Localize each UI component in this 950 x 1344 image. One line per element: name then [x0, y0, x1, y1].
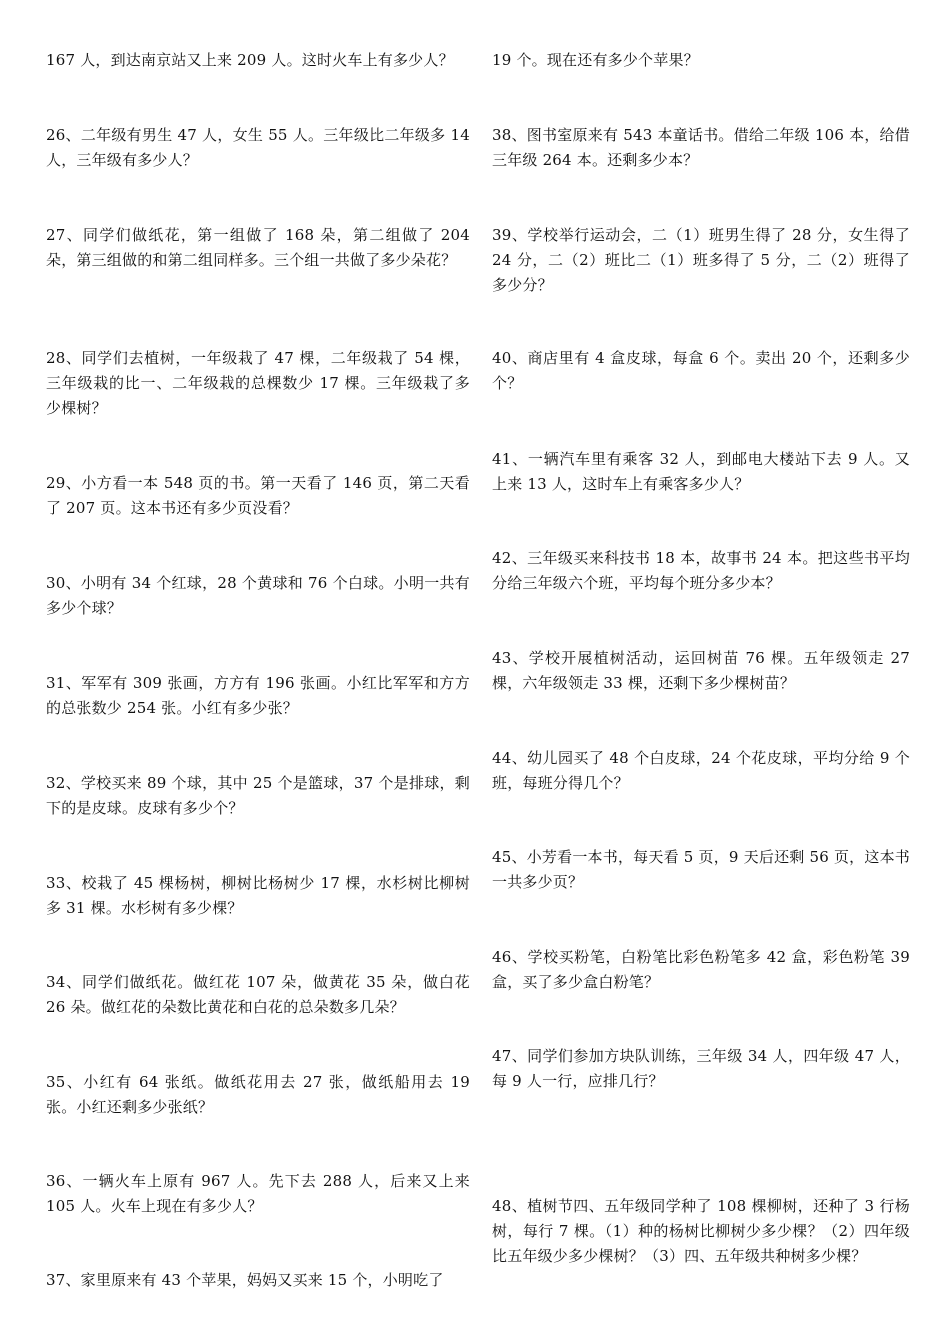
problem-42: 42、三年级买来科技书 18 本，故事书 24 本。把这些书平均分给三年级六个班，平均每个班分多少本？ — [492, 549, 910, 592]
problem-44: 44、幼儿园买了 48 个白皮球，24 个花皮球，平均分给 9 个班，每班分得几个？ — [492, 749, 910, 792]
problem-26: 26、二年级有男生 47 人，女生 55 人。三年级比二年级多 14 人，三年级有多少人？ — [46, 126, 470, 169]
problem-32: 32、学校买来 89 个球，其中 25 个是篮球，37 个是排球，剩下的是皮球。皮球有多少个？ — [46, 774, 470, 817]
problem-29: 29、小方看一本 548 页的书。第一天看了 146 页，第二天看了 207 页。这本书还有多少页没看？ — [46, 474, 470, 517]
problem-39: 39、学校举行运动会，二（1）班男生得了 28 分，女生得了 24 分，二（2）班比二（1）班多得了 5 分，二（2）班得了多少分？ — [492, 226, 910, 294]
problem-46: 46、学校买粉笔，白粉笔比彩色粉笔多 42 盒，彩色粉笔 39 盒，买了多少盒白粉笔？ — [492, 948, 910, 991]
problem-31: 31、军军有 309 张画，方方有 196 张画。小红比军军和方方的总张数少 254 张。小红有多少张？ — [46, 674, 470, 717]
problem-37: 37、家里原来有 43 个苹果，妈妈又买来 15 个，小明吃了 — [46, 1271, 444, 1289]
problem-35: 35、小红有 64 张纸。做纸花用去 27 张，做纸船用去 19 张。小红还剩多少张纸？ — [46, 1073, 470, 1116]
problem-27: 27、同学们做纸花，第一组做了 168 朵，第二组做了 204 朵，第三组做的和第二组同样多。三个组一共做了多少朵花？ — [46, 226, 470, 269]
problem-43: 43、学校开展植树活动，运回树苗 76 棵。五年级领走 27 棵，六年级领走 33 棵，还剩下多少棵树苗？ — [492, 649, 910, 692]
problem-28: 28、同学们去植树，一年级栽了 47 棵，二年级栽了 54 棵，三年级栽的比一、二年级栽的总棵数少 17 棵。三年级栽了多少棵树？ — [46, 349, 470, 417]
problem-37-continued: 19 个。现在还有多少个苹果？ — [492, 51, 699, 69]
problem-34: 34、同学们做纸花。做红花 107 朵，做黄花 35 朵，做白花 26 朵。做红花的朵数比黄花和白花的总朵数多几朵？ — [46, 973, 470, 1016]
problem-38: 38、图书室原来有 543 本童话书。借给二年级 106 本，给借三年级 264 本。还剩多少本？ — [492, 126, 910, 169]
problem-25-continued: 167 人，到达南京站又上来 209 人。这时火车上有多少人？ — [46, 51, 454, 69]
problem-41: 41、一辆汽车里有乘客 32 人，到邮电大楼站下去 9 人。又上来 13 人，这时车上有乘客多少人？ — [492, 450, 910, 493]
problem-45: 45、小芳看一本书，每天看 5 页，9 天后还剩 56 页，这本书一共多少页？ — [492, 848, 910, 891]
problem-47: 47、同学们参加方块队训练，三年级 34 人，四年级 47 人，每 9 人一行，应排几行？ — [492, 1047, 910, 1090]
problem-30: 30、小明有 34 个红球，28 个黄球和 76 个白球。小明一共有多少个球？ — [46, 574, 470, 617]
problem-40: 40、商店里有 4 盒皮球，每盒 6 个。卖出 20 个，还剩多少个？ — [492, 349, 910, 392]
problem-48: 48、植树节四、五年级同学种了 108 棵柳树，还种了 3 行杨树，每行 7 棵。（1）种的杨树比柳树少多少棵？（2）四年级比五年级少多少棵树？（3）四、五年级共种树多少棵？ — [492, 1197, 910, 1265]
problem-33: 33、校栽了 45 棵杨树，柳树比杨树少 17 棵，水杉树比柳树多 31 棵。水杉树有多少棵？ — [46, 874, 470, 917]
problem-36: 36、一辆火车上原有 967 人。先下去 288 人，后来又上来 105 人。火车上现在有多少人？ — [46, 1172, 470, 1215]
